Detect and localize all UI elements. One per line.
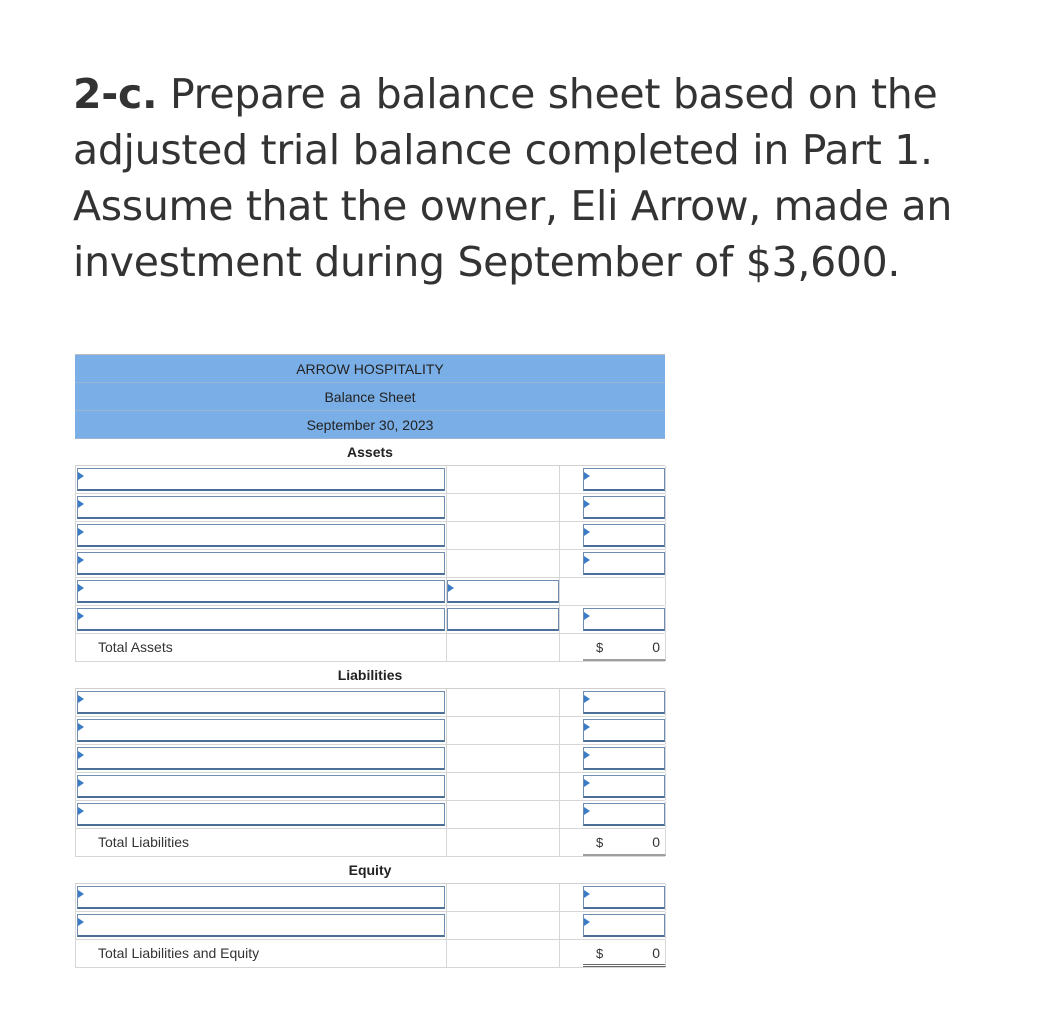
asset-account-select[interactable] bbox=[77, 524, 445, 547]
dropdown-marker-icon bbox=[78, 584, 84, 592]
liability-amount-input[interactable] bbox=[583, 747, 665, 770]
liability-row bbox=[75, 689, 665, 717]
assets-heading: Assets bbox=[75, 439, 665, 466]
liability-amount-input[interactable] bbox=[583, 691, 665, 714]
question-number: 2-c. bbox=[73, 70, 158, 118]
total-liabilities-row bbox=[75, 829, 665, 857]
dropdown-marker-icon bbox=[78, 695, 84, 703]
asset-row bbox=[75, 522, 665, 550]
asset-row bbox=[75, 578, 665, 606]
total-liabilities-equity-dollar: $ bbox=[596, 946, 604, 961]
dropdown-marker-icon bbox=[584, 528, 590, 536]
dropdown-marker-icon bbox=[78, 556, 84, 564]
asset-amount-input[interactable] bbox=[583, 496, 665, 519]
dropdown-marker-icon bbox=[584, 695, 590, 703]
question-body: Prepare a balance sheet based on the adjusted trial balance completed in Part 1. Assume that the owner, Eli Arrow, made an investment during September of $3,600. bbox=[73, 70, 953, 286]
asset-amount-input[interactable] bbox=[583, 608, 665, 631]
asset-account-select[interactable] bbox=[77, 608, 445, 631]
asset-row bbox=[75, 494, 665, 522]
liability-row bbox=[75, 773, 665, 801]
asset-account-select[interactable] bbox=[77, 580, 445, 603]
asset-account-select[interactable] bbox=[77, 552, 445, 575]
dropdown-marker-icon bbox=[584, 751, 590, 759]
liability-account-select[interactable] bbox=[77, 803, 445, 826]
dropdown-marker-icon bbox=[78, 918, 84, 926]
statement-title: Balance Sheet bbox=[75, 383, 665, 411]
total-assets-dollar: $ bbox=[596, 640, 604, 655]
dropdown-marker-icon bbox=[78, 472, 84, 480]
dropdown-marker-icon bbox=[584, 779, 590, 787]
liability-account-select[interactable] bbox=[77, 747, 445, 770]
total-assets-label: Total Assets bbox=[98, 639, 173, 655]
equity-account-select[interactable] bbox=[77, 886, 445, 909]
equity-amount-input[interactable] bbox=[583, 914, 665, 937]
dropdown-marker-icon bbox=[78, 528, 84, 536]
asset-row bbox=[75, 606, 665, 634]
liabilities-heading: Liabilities bbox=[75, 662, 665, 689]
dropdown-marker-icon bbox=[78, 612, 84, 620]
dropdown-marker-icon bbox=[78, 890, 84, 898]
liability-amount-input[interactable] bbox=[583, 719, 665, 742]
asset-amount-input[interactable] bbox=[583, 552, 665, 575]
equity-row bbox=[75, 884, 665, 912]
total-liabilities-label: Total Liabilities bbox=[98, 834, 190, 850]
total-liabilities-dollar: $ bbox=[596, 835, 604, 850]
balance-sheet bbox=[75, 354, 665, 968]
statement-date: September 30, 2023 bbox=[75, 411, 665, 439]
dropdown-marker-icon bbox=[584, 556, 590, 564]
liability-account-select[interactable] bbox=[77, 719, 445, 742]
asset-row bbox=[75, 550, 665, 578]
dropdown-marker-icon bbox=[584, 890, 590, 898]
total-liabilities-equity-value: 0 bbox=[652, 945, 660, 961]
liability-amount-input[interactable] bbox=[583, 775, 665, 798]
equity-heading: Equity bbox=[75, 857, 665, 884]
liability-account-select[interactable] bbox=[77, 775, 445, 798]
total-assets-row bbox=[75, 634, 665, 662]
total-liabilities-equity-label: Total Liabilities and Equity bbox=[98, 945, 260, 961]
liability-amount-input[interactable] bbox=[583, 803, 665, 826]
equity-amount-input[interactable] bbox=[583, 886, 665, 909]
equity-row bbox=[75, 912, 665, 940]
dropdown-marker-icon bbox=[78, 807, 84, 815]
dropdown-marker-icon bbox=[584, 500, 590, 508]
liability-row bbox=[75, 745, 665, 773]
liability-row bbox=[75, 801, 665, 829]
asset-row bbox=[75, 466, 665, 494]
equity-account-select[interactable] bbox=[77, 914, 445, 937]
dropdown-marker-icon bbox=[584, 723, 590, 731]
asset-account-select[interactable] bbox=[77, 496, 445, 519]
dropdown-marker-icon bbox=[78, 723, 84, 731]
dropdown-marker-icon bbox=[78, 779, 84, 787]
dropdown-marker-icon bbox=[584, 472, 590, 480]
total-liabilities-value: 0 bbox=[652, 834, 660, 850]
dropdown-marker-icon bbox=[78, 500, 84, 508]
dropdown-marker-icon bbox=[584, 612, 590, 620]
question-text bbox=[73, 66, 993, 290]
liability-account-select[interactable] bbox=[77, 691, 445, 714]
liability-row bbox=[75, 717, 665, 745]
asset-amount-input[interactable] bbox=[583, 468, 665, 491]
dropdown-marker-icon bbox=[78, 751, 84, 759]
company-name: ARROW HOSPITALITY bbox=[75, 355, 665, 383]
asset-account-select[interactable] bbox=[77, 468, 445, 491]
total-assets-value: 0 bbox=[652, 639, 660, 655]
asset-subamount-input[interactable] bbox=[447, 580, 559, 603]
total-liabilities-equity-row bbox=[75, 940, 665, 968]
asset-amount-input[interactable] bbox=[583, 524, 665, 547]
dropdown-marker-icon bbox=[584, 918, 590, 926]
dropdown-marker-icon bbox=[584, 807, 590, 815]
asset-subamount-input[interactable] bbox=[447, 608, 559, 631]
dropdown-marker-icon bbox=[448, 584, 454, 592]
